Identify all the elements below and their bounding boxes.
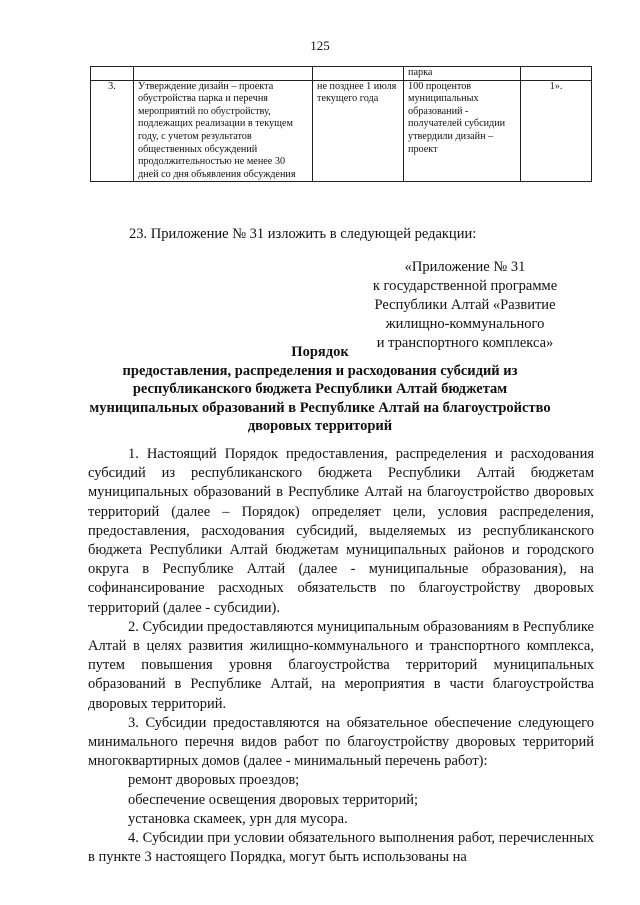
row-deadline: не позднее 1 июля текущего года [313,80,404,182]
table-row [91,80,592,182]
row-indicator: 100 процентов муниципальных образований - получателей субсидии утвердили дизайн – проект [404,80,521,182]
table-cell [521,67,592,81]
paragraph-3: 3. Субсидии предоставляются на обязательное обеспечение следующего минимального перечня видов работ по благоустройству дворовых территорий многоквартирных домов (далее - минимальный перечень работ): [88,714,594,770]
list-item: ремонт дворовых проездов; [128,772,300,789]
list-item: установка скамеек, урн для мусора. [128,810,348,827]
heading-line: республиканского бюджета Республики Алтай бюджетам [132,381,508,397]
page-number: 125 [310,38,330,53]
heading-line: муниципальных образований в Республике Алтай на благоустройство [89,399,551,416]
paragraph-2: 2. Субсидии предоставляются муниципальным образованиям в Республике Алтай в целях развития жилищно-коммунального и транспортного комплекса, путем повышения уровня благоустройства территорий муниципальных образований в Республике Алтай, на мероприятия в части благоустройства дворовых территорий. [88,618,594,712]
paragraph-1: 1. Настоящий Порядок предоставления, распределения и расходования субсидий из республиканского бюджета Республики Алтай бюджетам муниципальных образований в Республике Алтай на благоустройство дворовых территорий (далее – Порядок) определяет цели, условия распределения, предоставления, расходования субсидий, выделяемых из республиканского бюджета Республики Алтай бюджетам муниципальных районов и городского округа в Республике Алтай (далее - муниципальные образования), на софинансирование расходных обязательств по благоустройству дворовых территорий (далее - субсидии). [88,446,594,616]
row-value: 1». [521,80,592,182]
appendix-line: и транспортного комплекса» [376,335,554,351]
table-row-continuation [91,67,592,81]
appendix-line: к государственной программе [372,278,558,294]
appendix-line: «Приложение № 31 [404,259,526,275]
table-cell [91,67,134,81]
body-text [88,445,594,867]
heading-line: дворовых территорий [247,418,393,434]
row-description: Утверждение дизайн – проекта обустройства парка и перечня мероприятий по обустройству, подлежащих реализации в текущем году, с учетом результатов общественных обсуждений продолжительностью не менее 30 дней со дня объявления обсуждения [134,80,313,182]
list-item: обеспечение освещения дворовых территорий; [128,791,419,808]
table-cell-continuation: парка [404,67,521,81]
paragraph-23: 23. Приложение № 31 изложить в следующей редакции: [129,226,477,242]
table-cell [313,67,404,81]
appendix-line: жилищно-коммунального [385,316,545,332]
heading-line: предоставления, распределения и расходования субсидий из [122,362,518,379]
paragraph-4: 4. Субсидии при условии обязательного выполнения работ, перечисленных в пункте 3 настоящего Порядка, могут быть использованы на [88,830,594,866]
document-heading [60,343,580,436]
table-cell [134,67,313,81]
appendix-header [340,258,590,353]
criteria-table [90,66,592,182]
row-number: 3. [91,80,134,182]
appendix-line: Республики Алтай «Развитие [374,297,556,313]
heading-line: Порядок [291,344,349,360]
